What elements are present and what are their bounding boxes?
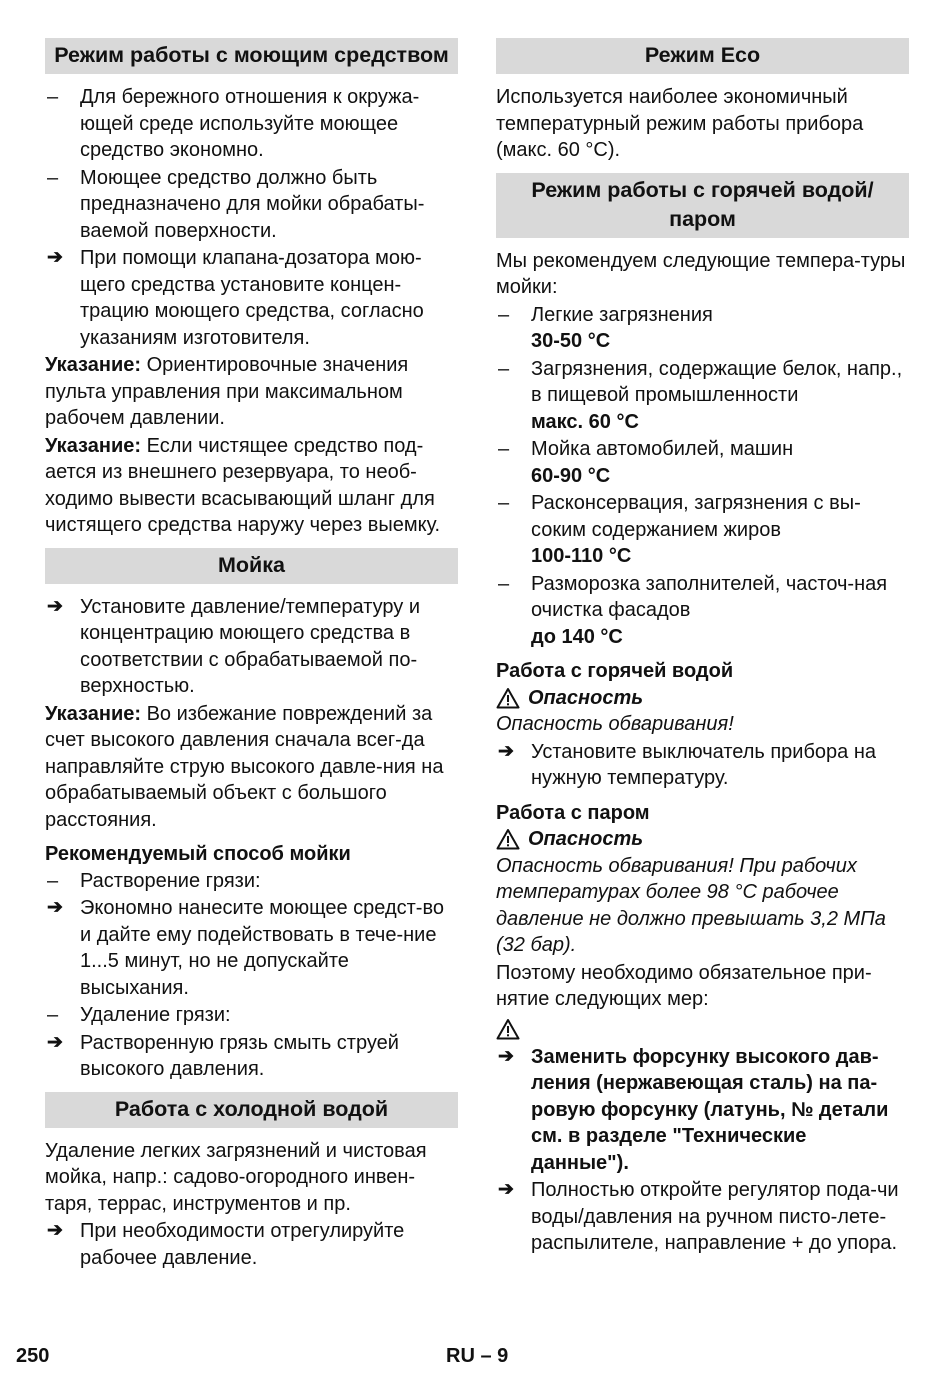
subheading-recommended-method: Рекомендуемый способ мойки <box>45 843 351 865</box>
paragraph: Используется наиболее экономичный температурный режим работы прибора (макс. 60 °C). <box>496 86 864 161</box>
danger-text: Опасность обваривания! <box>496 713 734 735</box>
paragraph: Поэтому необходимо обязательное при-нятие следующих мер: <box>496 961 872 1010</box>
list-item: – Загрязнения, содержащие белок, напр., в пищевой промышленности макс. 60 °C <box>498 357 903 433</box>
section-header-hot-water-steam: Режим работы с горячей водой/ паром <box>496 173 909 238</box>
list-item: – Растворение грязи: <box>45 868 458 895</box>
list-item: ➔ Растворенную грязь смыть струей высокого давления. <box>47 1031 399 1080</box>
list-item: – Мойка автомобилей, машин 60-90 °C <box>498 438 794 487</box>
list-item: – Для бережного отношения к окружа-ющей среде используйте моющее средство экономно. <box>47 86 420 161</box>
subheading-steam: Работа с паром <box>496 801 650 824</box>
list-item: ➔ Установите давление/температуру и концентрацию моющего средства в соответствии с обрабатываемой по-верхностью. <box>47 595 421 697</box>
arrow-right-icon: ➔ <box>47 897 63 918</box>
dash-marker: – <box>498 438 510 460</box>
left-column <box>45 38 458 1272</box>
list-item: ➔ При помощи клапана-дозатора мою-щего средства установите концен-трацию моющего средства, согласно указаниям изготовителя. <box>47 247 424 349</box>
subheading-hot-water: Работа с горячей водой <box>496 660 734 682</box>
danger-text: Опасность обваривания! При рабочих температурах более 98 °C рабочее давление не должно превышать 3,2 МПа (32 бар). <box>496 854 886 956</box>
arrow-right-icon: ➔ <box>47 1220 63 1241</box>
arrow-right-icon: ➔ <box>47 247 63 268</box>
right-column <box>496 38 909 1258</box>
warning-symbol <box>496 1014 909 1044</box>
paragraph: Удаление легких загрязнений и чистовая мойка, напр.: садово-огородного инвен-таря, террас, инструментов и пр. <box>45 1139 427 1215</box>
danger-label: Опасность <box>496 826 909 853</box>
dash-marker: – <box>47 86 59 108</box>
list-item: ➔ Экономно нанесите моющее средст-во и дайте ему подействовать в тече-ние 1...5 минут, но не допускайте высыхания. <box>47 897 444 999</box>
paragraph: Мы рекомендуем следующие темпера-туры мойки: <box>496 249 906 298</box>
list-item: – Расконсервация, загрязнения с вы-соким содержанием жиров 100-110 °C <box>498 492 861 567</box>
arrow-right-icon: ➔ <box>47 595 63 617</box>
page-label: RU – 9 <box>446 1345 509 1367</box>
warning-triangle-icon <box>496 828 520 850</box>
section-header-cold-water: Работа с холодной водой <box>45 1092 458 1128</box>
arrow-right-icon: ➔ <box>47 1031 63 1053</box>
dash-marker: – <box>498 492 510 514</box>
section-header-washing: Мойка <box>45 548 458 584</box>
dash-marker: – <box>47 1004 59 1026</box>
arrow-right-icon: ➔ <box>498 1179 514 1200</box>
dash-marker: – <box>498 357 510 380</box>
list-item: ➔ При необходимости отрегулируйте рабочее давление. <box>47 1220 405 1269</box>
note-paragraph: Указание: Ориентировочные значения пульта управления при максимальном рабочем давлении. <box>45 354 409 429</box>
page-number: 250 <box>16 1345 50 1367</box>
note-paragraph: Указание: Во избежание повреждений за счет высокого давления сначала всег-да направляйте струю высокого давле-ния на обрабатываемый объект с большого расстояния. <box>45 702 444 831</box>
dash-marker: – <box>498 572 510 595</box>
list-item: – Удаление грязи: <box>45 1002 458 1029</box>
dash-marker: – <box>47 166 59 189</box>
warning-triangle-icon <box>496 1018 520 1040</box>
section-header-detergent: Режим работы с моющим средством <box>45 38 458 74</box>
list-item: ➔ Полностью откройте регулятор пода-чи воды/давления на ручном писто-лете-распылителе, направление + до упора. <box>498 1179 899 1254</box>
danger-label: Опасность <box>496 685 909 712</box>
arrow-right-icon: ➔ <box>498 1045 514 1067</box>
list-item: ➔ Заменить форсунку высокого дав-ления (нержавеющая сталь) на па-ровую форсунку (латунь, № детали см. в разделе "Технические данные"). <box>498 1045 889 1174</box>
warning-triangle-icon <box>496 687 520 709</box>
dash-marker: – <box>47 869 59 892</box>
dash-marker: – <box>498 303 510 326</box>
list-item: – Легкие загрязнения 30-50 °C <box>498 303 713 352</box>
list-item: – Моющее средство должно быть предназначено для мойки обрабаты-ваемой поверхности. <box>47 166 425 242</box>
list-item: ➔ Установите выключатель прибора на нужную температуру. <box>498 740 877 789</box>
section-header-eco: Режим Eco <box>496 38 909 74</box>
list-item: – Разморозка заполнителей, часточ-ная очистка фасадов до 140 °C <box>498 572 888 648</box>
arrow-right-icon: ➔ <box>498 740 514 762</box>
note-paragraph: Указание: Если чистящее средство под-ается из внешнего резервуара, то необ-ходимо вывести всасывающий шланг для чистящего средства наружу через выемку. <box>45 434 441 536</box>
